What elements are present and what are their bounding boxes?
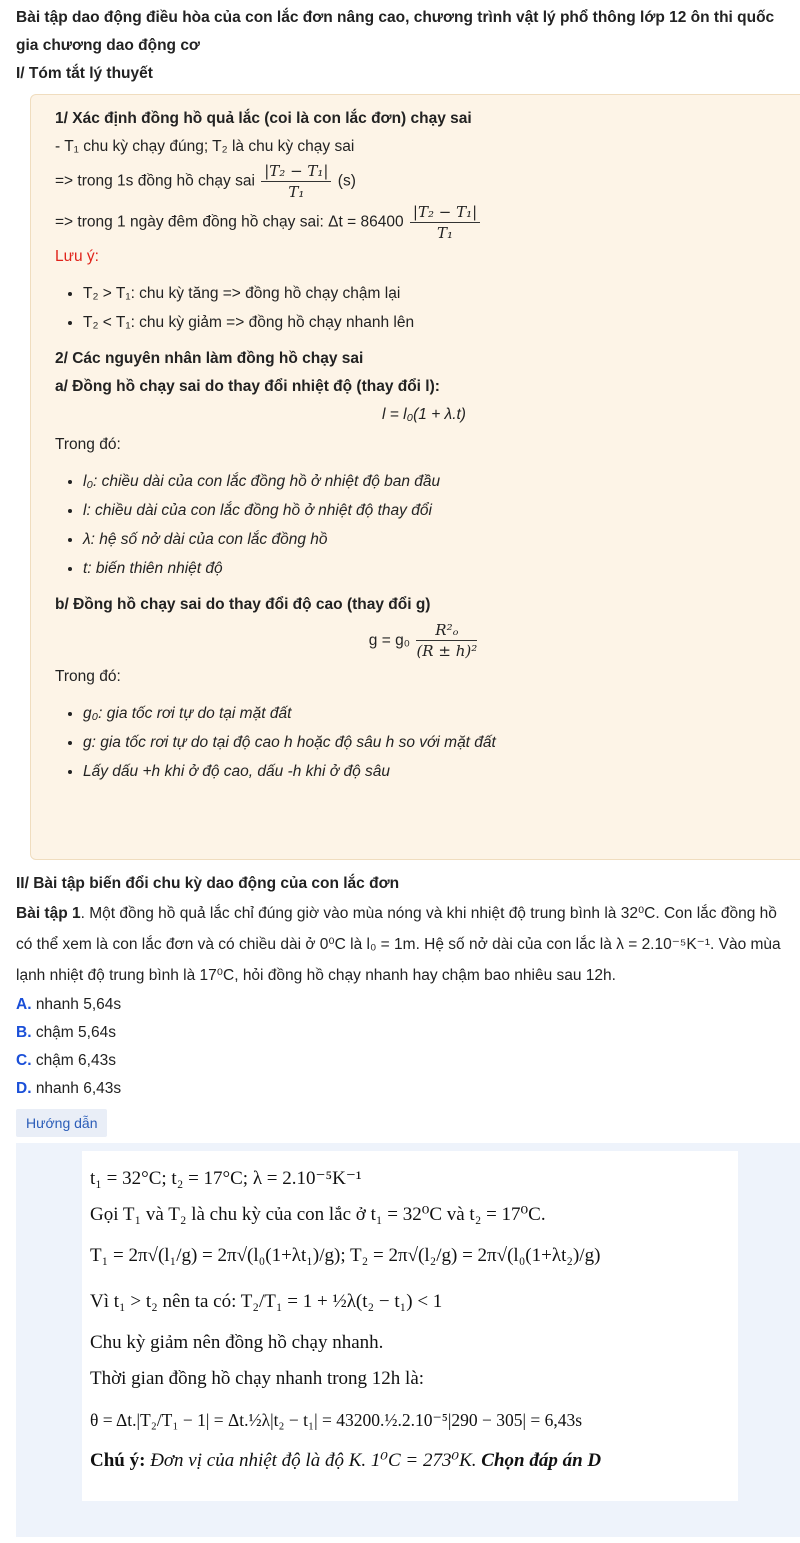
solution-line-1: t₁ = 32°C; t₂ = 17°C; λ = 2.10⁻⁵K⁻¹ bbox=[90, 1168, 362, 1189]
box-line-3-prefix: => trong 1 ngày đêm đồng hồ chạy sai: Δt = 86400 bbox=[55, 213, 404, 231]
list-b bbox=[55, 699, 793, 786]
where-label-b: Trong đó: bbox=[55, 668, 121, 685]
solution-panel bbox=[16, 1143, 800, 1537]
solution-line-2: Gọi T₁ và T₂ là chu kỳ của con lắc ở t₁ = 32⁰C và t₂ = 17⁰C. bbox=[90, 1204, 546, 1225]
page-title: Bài tập dao động điều hòa của con lắc đơn nâng cao, chương trình vật lý phổ thông lớp 12 ôn thi quốc gia chương dao động cơ bbox=[16, 9, 775, 54]
solution-line-6: Thời gian đồng hồ chạy nhanh trong 12h là: bbox=[90, 1368, 425, 1389]
box-heading-2b: b/ Đồng hồ chạy sai do thay đổi độ cao (thay đổi g) bbox=[55, 596, 431, 613]
list-item: • T₂ > T₁: chu kỳ tăng => đồng hồ chạy chậm lại bbox=[83, 279, 793, 308]
option-key: B. bbox=[16, 1024, 32, 1041]
problem-body: . Một đồng hồ quả lắc chỉ đúng giờ vào mùa nóng và khi nhiệt độ trung bình là 32⁰C. Con lắc đồng hồ có thể xem là con lắc đơn và có chiều dài ở 0⁰C là l₀ = 1m. Hệ số nở dài của con lắc là λ = 2.10⁻⁵K⁻¹. Vào mùa lạnh nhiệt độ trung bình là 17⁰C, hỏi đồng hồ chạy nhanh hay chậm bao nhiêu sau 12h. bbox=[16, 905, 781, 984]
box-line-2-prefix: => trong 1s đồng hồ chạy sai bbox=[55, 172, 255, 190]
formula-b bbox=[55, 619, 793, 663]
option-text: nhanh 5,64s bbox=[35, 996, 122, 1013]
section-exercise-heading: II/ Bài tập biến đổi chu kỳ dao động của con lắc đơn bbox=[16, 875, 400, 892]
fraction-2 bbox=[410, 202, 480, 243]
solution-line-8 bbox=[90, 1443, 730, 1479]
list-item: • Lấy dấu +h khi ở độ cao, dấu -h khi ở độ sâu bbox=[83, 757, 793, 786]
list-item: • g: gia tốc rơi tự do tại độ cao h hoặc độ sâu h so với mặt đất bbox=[83, 728, 793, 757]
theory-box bbox=[30, 94, 800, 860]
hint-button[interactable]: Hướng dẫn bbox=[16, 1109, 107, 1137]
fraction-2-den: T₁ bbox=[437, 224, 454, 242]
option-key: A. bbox=[16, 996, 32, 1013]
box-line-2-suffix: (s) bbox=[337, 172, 356, 190]
fraction-1-den: T₁ bbox=[288, 183, 305, 201]
option-key: D. bbox=[16, 1080, 32, 1097]
solution-line-3: T₁ = 2π√(l₁/g) = 2π√(l₀(1+λt₁)/g); T₂ = 2π√(l₂/g) = 2π√(l₀(1+λt₂)/g) bbox=[90, 1245, 601, 1266]
option-text: chậm 6,43s bbox=[35, 1052, 116, 1069]
section-theory-heading: I/ Tóm tắt lý thuyết bbox=[16, 65, 153, 82]
option-a[interactable] bbox=[16, 991, 800, 1019]
solution-image bbox=[82, 1151, 738, 1501]
list-item: • l: chiều dài của con lắc đồng hồ ở nhiệt độ thay đổi bbox=[83, 496, 793, 525]
option-text: nhanh 6,43s bbox=[35, 1080, 122, 1097]
box-line-3 bbox=[55, 202, 793, 243]
solution-note-label: Chú ý: bbox=[90, 1450, 146, 1471]
note-label: Lưu ý: bbox=[55, 248, 99, 265]
fraction-3 bbox=[416, 620, 477, 661]
list-item: • t: biến thiên nhiệt độ bbox=[83, 554, 793, 583]
option-b[interactable] bbox=[16, 1019, 800, 1047]
solution-line-7: θ = Δt.|T₂/T₁ − 1| = Δt.½λ|t₂ − t₁| = 43200.½.2.10⁻⁵|290 − 305| = 6,43s bbox=[90, 1410, 583, 1430]
solution-note-text: Đơn vị của nhiệt độ là độ K. 1⁰C = 273⁰K. bbox=[145, 1450, 477, 1471]
list-item: • l₀: chiều dài của con lắc đồng hồ ở nhiệt độ ban đầu bbox=[83, 467, 793, 496]
problem-text bbox=[16, 898, 800, 991]
solution-line-5: Chu kỳ giảm nên đồng hồ chạy nhanh. bbox=[90, 1332, 384, 1353]
list-a bbox=[55, 467, 793, 583]
box-heading-2: 2/ Các nguyên nhân làm đồng hồ chạy sai bbox=[55, 350, 364, 367]
option-key: C. bbox=[16, 1052, 32, 1069]
option-d[interactable] bbox=[16, 1075, 800, 1103]
fraction-2-num: |T₂ − T₁| bbox=[410, 202, 480, 223]
box-heading-2a: a/ Đồng hồ chạy sai do thay đổi nhiệt độ (thay đổi l): bbox=[55, 378, 440, 395]
problem-label: Bài tập 1 bbox=[16, 905, 81, 922]
box-line-1: - T₁ chu kỳ chạy đúng; T₂ là chu kỳ chạy sai bbox=[55, 138, 355, 155]
formula-a: l = l₀(1 + λ.t) bbox=[382, 406, 466, 423]
box-heading-1: 1/ Xác định đồng hồ quả lắc (coi là con lắc đơn) chạy sai bbox=[55, 110, 472, 127]
solution-line-4: Vì t₁ > t₂ nên ta có: T₂/T₁ = 1 + ½λ(t₂ − t₁) < 1 bbox=[90, 1291, 443, 1312]
box-line-2 bbox=[55, 161, 793, 202]
fraction-3-num: R²ₒ bbox=[416, 620, 477, 641]
note-list bbox=[55, 279, 793, 337]
solution-answer: Chọn đáp án D bbox=[476, 1450, 602, 1471]
option-text: chậm 5,64s bbox=[35, 1024, 116, 1041]
fraction-3-den: (R ± h)² bbox=[416, 642, 478, 661]
where-label-a: Trong đó: bbox=[55, 436, 121, 453]
fraction-1 bbox=[261, 161, 331, 202]
list-item: • λ: hệ số nở dài của con lắc đồng hồ bbox=[83, 525, 793, 554]
formula-b-prefix: g = g₀ bbox=[368, 632, 411, 649]
option-c[interactable] bbox=[16, 1047, 800, 1075]
list-item: • T₂ < T₁: chu kỳ giảm => đồng hồ chạy nhanh lên bbox=[83, 308, 793, 337]
list-item: • g₀: gia tốc rơi tự do tại mặt đất bbox=[83, 699, 793, 728]
fraction-1-num: |T₂ − T₁| bbox=[261, 161, 331, 182]
